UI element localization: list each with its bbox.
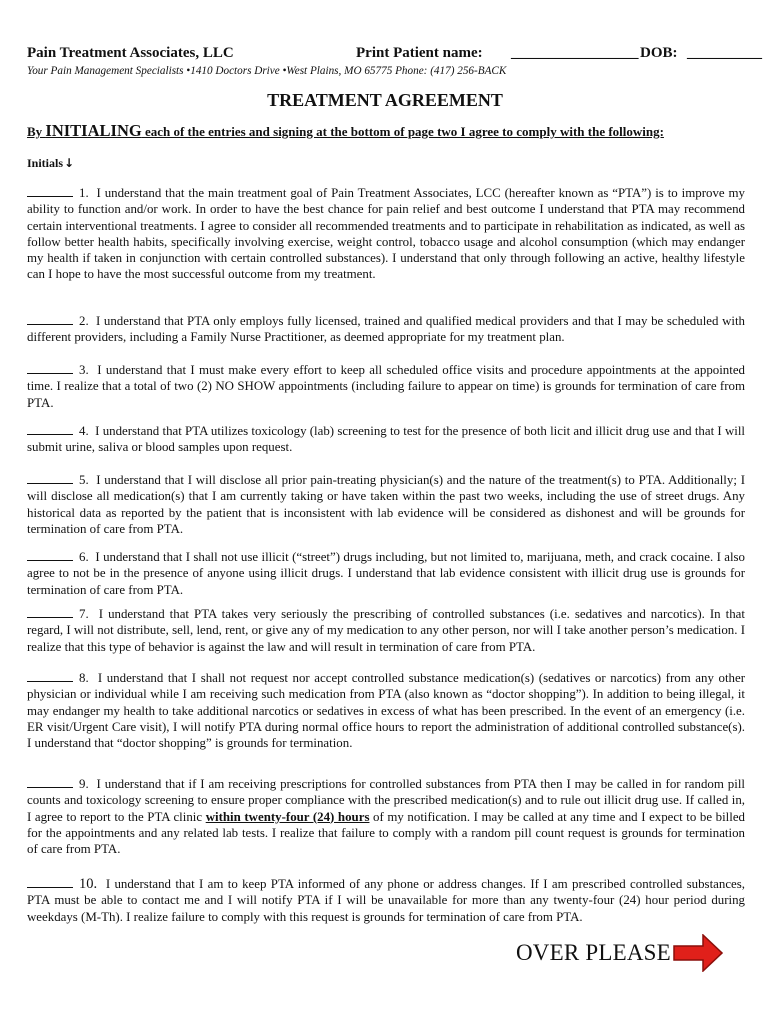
initials-field[interactable]: [27, 314, 73, 325]
item-number: 5.: [79, 473, 89, 487]
agreement-item-9: [27, 776, 745, 857]
initials-heading: [27, 156, 74, 171]
agreement-item-5: [27, 472, 745, 537]
item-text: I understand that I must make every effort to keep all scheduled office visits and procedure appointments at the appointed time. I realize that a total of two (2) NO SHOW appointments (including failure to appear on time) is grounds for termination of care from PTA.: [27, 363, 745, 410]
item-number: 2.: [79, 314, 89, 328]
instruction-rest: each of the entries and signing at the bottom of page two I agree to comply with the following:: [141, 124, 664, 139]
item-text: I understand that I shall not request nor accept controlled substance medication(s) (sedatives or narcotics) from any other physician or individual while I am receiving such medication from PTA (also known as “doctor shopping”). In addition to being illegal, it may endanger my health to take additional narcotics or sedatives in excess of what has been prescribed. In the event of an emergency (i.e. ER visit/Urgent Care visit), I will notify PTA during normal office hours to report the administration of additional controlled substance(s). I understand that “doctor shopping” is grounds for termination.: [27, 671, 745, 751]
agreement-item-2: [27, 313, 745, 346]
agreement-item-1: [27, 185, 745, 283]
agreement-item-4: [27, 423, 745, 456]
item-number: 1.: [79, 186, 89, 200]
item-emphasis: within twenty-four (24) hours: [205, 809, 370, 824]
item-text: I understand that PTA only employs fully licensed, trained and qualified medical providers and that I may be scheduled with different providers, including a Family Nurse Practitioner, as deemed appropriate for my treatment plan.: [27, 314, 745, 345]
instruction-prefix: By: [27, 124, 46, 139]
item-text-before: I understand that if I am receiving prescriptions for controlled substances from PTA then I may be called in for random pill counts and toxicology screening to ensure proper compliance with the prescribed medication(s) and to rule out illicit drug use. If called in, I agree to report to the PTA clinic: [27, 777, 745, 824]
item-number: 8.: [79, 671, 89, 685]
item-text: I understand that PTA utilizes toxicology (lab) screening to test for the presence of both licit and illicit drug use and that I will submit urine, saliva or blood samples upon request.: [27, 424, 745, 455]
item-text: I understand that I am to keep PTA informed of any phone or address changes. If I am prescribed controlled substances, PTA must be able to contact me and I will notify PTA if I will be unavailable for more than any twenty-four (24) hour period during weekdays (M-Th). I realize failure to comply with this request is grounds for termination of care from PTA.: [27, 877, 745, 924]
initials-label: Initials: [27, 156, 64, 170]
initials-field[interactable]: [27, 424, 73, 435]
patient-name-field[interactable]: _________________: [511, 45, 639, 61]
initials-field[interactable]: [27, 473, 73, 484]
practice-subtitle: Your Pain Management Specialists •1410 Doctors Drive •West Plains, MO 65775 Phone: (417) 256-BACK: [27, 65, 507, 77]
initials-field[interactable]: [27, 363, 73, 374]
item-number: 3.: [79, 363, 89, 377]
item-text: I understand that I shall not use illicit (“street”) drugs including, but not limited to, marijuana, meth, and crack cocaine. I also agree to not be in the presence of anyone using illicit drugs. I understand that lab evidence consistent with illicit drug use is grounds for termination of care from PTA.: [27, 550, 745, 597]
practice-name: Pain Treatment Associates, LLC: [27, 45, 234, 61]
initials-field[interactable]: [27, 186, 73, 197]
item-number: 9.: [79, 777, 89, 791]
over-please-label: OVER PLEASE: [516, 940, 671, 965]
item-number: 4.: [79, 424, 89, 438]
initials-field[interactable]: [27, 607, 73, 618]
dob-field[interactable]: __________: [687, 45, 762, 61]
instruction-keyword: INITIALING: [45, 121, 142, 140]
initials-field[interactable]: [27, 550, 73, 561]
item-text: I understand that the main treatment goal of Pain Treatment Associates, LCC (hereafter known as “PTA”) is to improve my ability to function and/or work. In order to have the best chance for pain relief and best outcome I understand that PTA may recommend certain interventional treatments. I agree to consider all recommended treatments and to participate in rehabilitation as indicated, as well as follow better health habits, specifically involving exercise, weight control, tobacco usage and alcohol consumption (which may endanger my health if taken in conjunction with certain controlled substances). I understand that only through following an active, healthy lifestyle can I hope to have the most successful outcome from my treatment.: [27, 186, 745, 282]
patient-name-label: Print Patient name:: [356, 45, 483, 61]
agreement-item-6: [27, 549, 745, 598]
initials-field[interactable]: [27, 671, 73, 682]
dob-label: DOB:: [640, 45, 678, 61]
down-arrow-icon: ↓: [64, 156, 75, 170]
item-text: I understand that I will disclose all prior pain-treating physician(s) and the nature of the treatment(s) to PTA. Additionally; I will disclose all medication(s) that I am currently taking or have taken within the past two weeks, including the use of street drugs. Any historical data as reported by the patient that is inconsistent with lab evidence will be considered as dishonest and will be grounds for termination of care from PTA.: [27, 473, 745, 536]
instruction-line: [27, 121, 664, 141]
item-number: 10.: [79, 876, 98, 892]
page-title: TREATMENT AGREEMENT: [267, 90, 503, 110]
initials-field[interactable]: [27, 877, 73, 888]
agreement-item-8: [27, 670, 745, 751]
agreement-item-10: [27, 876, 745, 925]
agreement-item-3: [27, 362, 745, 411]
item-text: I understand that PTA takes very seriously the prescribing of controlled substances (i.e. sedatives and narcotics). In that regard, I will not distribute, sell, lend, rent, or give any of my medication to any other person, nor will I take another person’s medication. I realize that this type of behavior is against the law and will result in termination of care from PTA.: [27, 607, 745, 654]
agreement-item-7: [27, 606, 745, 655]
item-number: 7.: [79, 607, 89, 621]
item-text-after: of my notification. I may be called at any time and I expect to be billed for the appointments and any related lab tests. I realize that failure to comply with a random pill count request is grounds for termination of care from PTA.: [27, 809, 745, 857]
initials-field[interactable]: [27, 777, 73, 788]
item-number: 6.: [79, 550, 89, 564]
right-arrow-icon[interactable]: [673, 934, 723, 972]
